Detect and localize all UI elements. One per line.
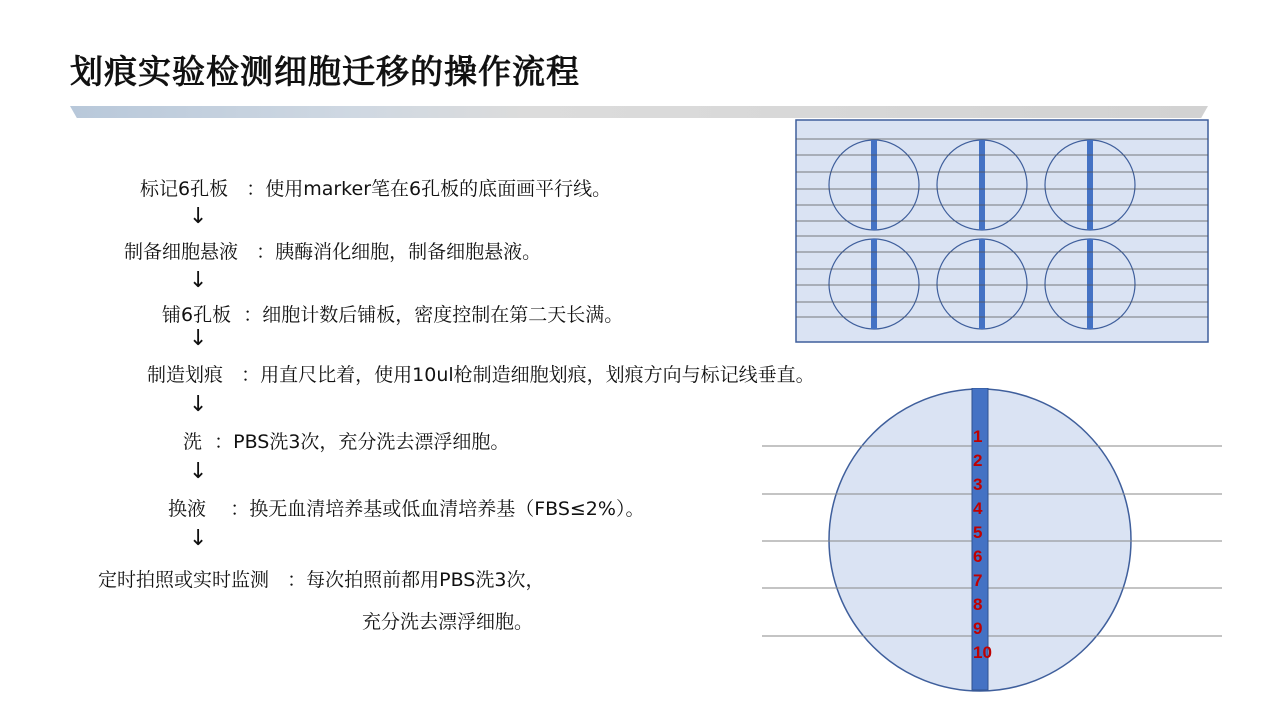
plate-well-scratch xyxy=(979,239,985,329)
flow-arrow: ↓ xyxy=(189,392,208,417)
step-desc: ：细胞计数后铺板，密度控制在第二天长满。 xyxy=(243,304,624,326)
flow-arrow: ↓ xyxy=(189,268,208,293)
step-label: 换液 xyxy=(168,498,207,520)
flow-arrow: ↓ xyxy=(189,326,208,351)
well-number: 6 xyxy=(973,547,983,566)
step-wash xyxy=(183,427,509,454)
flow-arrow: ↓ xyxy=(189,459,208,484)
title-underline-bar xyxy=(70,106,1208,118)
well-number: 2 xyxy=(973,451,983,470)
flow-arrow: ↓ xyxy=(189,526,208,551)
step-imaging-desc-cont: 充分洗去漂浮细胞。 xyxy=(362,611,534,633)
plate-well-scratch xyxy=(871,239,877,329)
step-label: 洗 xyxy=(183,431,203,453)
step-label: 定时拍照或实时监测 xyxy=(98,569,270,591)
single-well-diagram xyxy=(760,388,1230,694)
step-change-medium xyxy=(168,494,644,521)
step-label: 制备细胞悬液 xyxy=(124,241,239,263)
well-number: 9 xyxy=(973,619,983,638)
step-desc: ：换无血清培养基或低血清培养基（FBS≤2%）。 xyxy=(230,498,645,520)
six-well-plate-diagram xyxy=(795,119,1209,343)
step-label: 制造划痕 xyxy=(147,364,224,386)
step-desc: ：胰酶消化细胞，制备细胞悬液。 xyxy=(256,241,542,263)
plate-well-scratch xyxy=(1087,140,1093,230)
well-number: 1 xyxy=(973,427,983,446)
step-desc: ：每次拍照前都用PBS洗3次， xyxy=(287,569,545,591)
step-make-scratch xyxy=(147,360,815,387)
step-label: 铺6孔板 xyxy=(162,304,232,326)
step-imaging xyxy=(98,565,544,592)
step-label: 标记6孔板 xyxy=(140,178,229,200)
well-number: 3 xyxy=(973,475,983,494)
well-number: 5 xyxy=(973,523,983,542)
plate-well-scratch xyxy=(1087,239,1093,329)
step-desc: ：用直尺比着，使用10ul枪制造细胞划痕，划痕方向与标记线垂直。 xyxy=(241,364,815,386)
well-number: 8 xyxy=(973,595,983,614)
well-number: 4 xyxy=(973,499,983,518)
step-cell-suspension xyxy=(124,237,541,264)
plate-outline xyxy=(796,120,1208,342)
step-desc: ：PBS洗3次，充分洗去漂浮细胞。 xyxy=(214,431,510,453)
step-mark-plate xyxy=(140,174,611,201)
plate-well-scratch xyxy=(871,140,877,230)
plate-well-scratch xyxy=(979,140,985,230)
step-desc: ：使用marker笔在6孔板的底面画平行线。 xyxy=(246,178,612,200)
well-number: 10 xyxy=(973,643,992,662)
well-number: 7 xyxy=(973,571,983,590)
page-title: 划痕实验检测细胞迁移的操作流程 xyxy=(70,52,580,91)
step-seed-plate xyxy=(162,300,623,327)
flow-arrow: ↓ xyxy=(189,204,208,229)
